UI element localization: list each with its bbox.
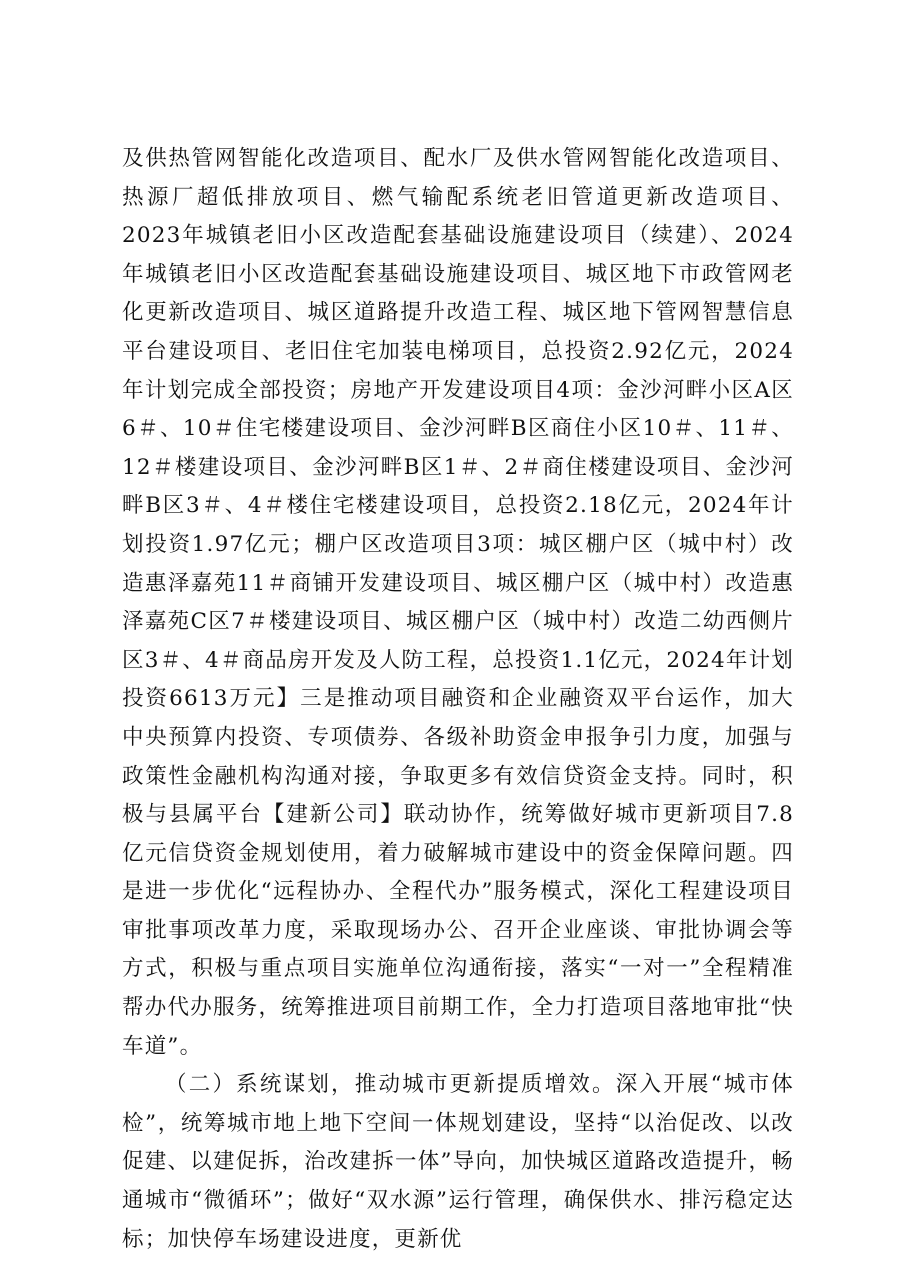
paragraph-text: 及供热管网智能化改造项目、配水厂及供水管网智能化改造项目、热源厂超低排放项目、燃气输配系统老旧管道更新改造项目、2023年城镇老旧小区改造配套基础设施建设项目（续建）、2024年城镇老旧小区改造配套基础设施建设项目、城区地下市政管网老化更新改造项目、城区道路提升改造工程、城区地下管网智慧信息平台建设项目、老旧住宅加装电梯项目，总投资2.92亿元，2024年计划完成全部投资；房地产开发建设项目4项：金沙河畔小区A区6＃、10＃住宅楼建设项目、金沙河畔B区商住小区10＃、11＃、12＃楼建设项目、金沙河畔B区1＃、2＃商住楼建设项目、金沙河畔B区3＃、4＃楼住宅楼建设项目，总投资2.18亿元，2024年计划投资1.97亿元；棚户区改造项目3项：城区棚户区（城中村）改造惠泽嘉苑11＃商铺开发建设项目、城区棚户区（城中村）改造惠泽嘉苑C区7＃楼建设项目、城区棚户区（城中村）改造二幼西侧片区3＃、4＃商品房开发及人防工程，总投资1.1亿元，2024年计划投资6613万元】三是推动项目融资和企业融资双平台运作，加大中央预算内投资、专项债券、各级补助资金申报争引力度，加强与政策性金融机构沟通对接，争取更多有效信贷资金支持。同时，积极与县属平台【建新公司】联动协作，统筹做好城市更新项目7.8亿元信贷资金规划使用，着力破解城市建设中的资金保障问题。四是进一步优化“远程协办、全程代办”服务模式，深化工程建设项目审批事项改革力度，采取现场办公、召开企业座谈、审批协调会等方式，积极与重点项目实施单位沟通衔接，落实“一对一”全程精准帮办代办服务，统筹推进项目前期工作，全力打造项目落地审批“快车道”。 (122, 146, 794, 1059)
paragraph-text: 深入开展“城市体检”，统筹城市地上地下空间一体规划建设，坚持“以治促改、以改促建、以建促拆，治改建拆一体”导向，加快城区道路改造提升，畅通城市“微循环”；做好“双水源”运行管理，确保供水、排污稳定达标；加快停车场建设进度，更新优 (122, 1072, 795, 1252)
paragraph-continued (122, 140, 794, 1066)
paragraph-section-two (122, 1066, 794, 1259)
document-body (122, 140, 794, 1259)
section-heading: （二）系统谋划，推动城市更新提质增效。 (165, 1072, 616, 1098)
